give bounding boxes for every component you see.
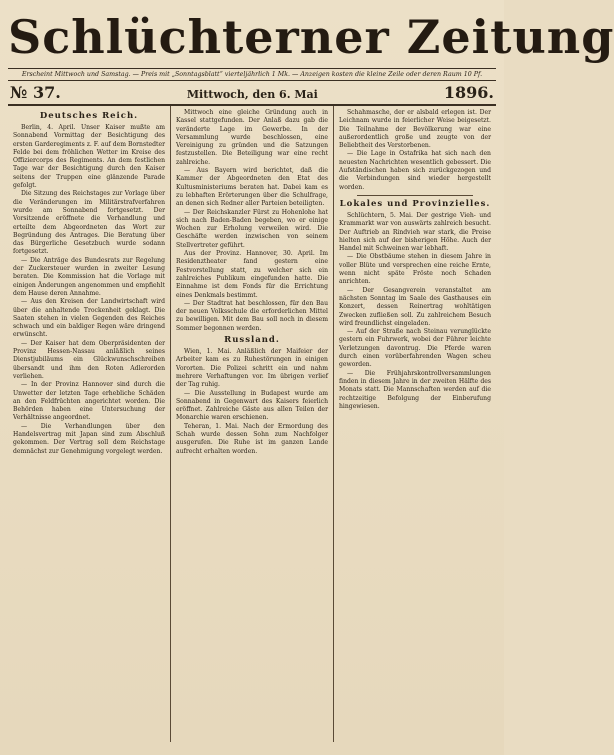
article-paragraph: — Der Kaiser hat dem Oberpräsidenten der Provinz Hessen-Nassau anläßlich seines Dienstjubiläums ein Glückwunschschreiben übersandt und ihm den Roten Adlerorden verliehen. — [13, 339, 165, 380]
article-paragraph: Schahmasche, der er alsbald erlegen ist. Der Leichnam wurde in feierlicher Weise beigesetzt. Die Teilnahme der Bevölkerung war eine außerordentlich große und zeugte von der Beliebtheit des Verstorbenen. — [339, 109, 491, 150]
section-heading-deutsches-reich: Deutsches Reich. — [39, 111, 139, 121]
column-1 — [8, 106, 170, 742]
article-paragraph: — Die Anträge des Bundesrats zur Regelung der Zuckersteuer wurden in zweiter Lesung beraten. Die Kommission hat die Vorlage mit einigen Änderungen angenommen und empfiehlt dem Hause deren Annahme. — [13, 256, 165, 297]
article-paragraph: Teheran, 1. Mai. Nach der Ermordung des Schah wurde dessen Sohn zum Nachfolger ausgerufen. Die Ruhe ist im ganzen Lande aufrecht erhalten worden. — [176, 422, 328, 455]
article-paragraph: — Aus Bayern wird berichtet, daß die Kammer der Abgeordneten den Etat des Kultusministeriums beraten hat. Dabei kam es zu lebhaften Erörterungen über die Schulfrage, an denen sich Redner aller Parteien beteiligten. — [176, 167, 328, 208]
article-paragraph: — Die Lage in Ostafrika hat sich nach den neuesten Nachrichten wesentlich gebessert. Die Aufständischen haben sich zurückgezogen und die Verbindungen sind wieder hergestellt worden. — [339, 150, 491, 191]
article-paragraph: — In der Provinz Hannover sind durch die Unwetter der letzten Tage erhebliche Schäden an den Feldfrüchten angerichtet worden. Die Behörden haben eine Untersuchung der Verhältnisse angeordnet. — [13, 381, 165, 422]
section-heading-russland: Russland. — [224, 335, 280, 346]
column-2 — [170, 106, 333, 742]
issue-date: Mittwoch, den 6. Mai — [186, 88, 318, 101]
article-paragraph: Berlin, 4. April. Unser Kaiser mußte am Sonnabend Vormittag der Besichtigung des ersten Garderegiments z. F. auf dem Bornstedter Felde bei dem fröhlichen Wetter im Kreise des Offiziercorps des Regiments. An dem festlichen Tage war der Besichtigung durch den Kaiser seitens der Truppen eine glänzende Parade gefolgt. — [13, 124, 165, 190]
article-paragraph: Mittwoch eine gleiche Gründung auch in Kassel stattgefunden. Der Anlaß dazu gab die veränderte Lage im Gewerbe. In der Versammlung wurde beschlossen, eine Vereinigung zu gründen und die Satzungen festzustellen. Die Beteiligung war eine recht zahlreiche. — [176, 109, 328, 166]
article-paragraph: Schlüchtern, 5. Mai. Der gestrige Vieh- und Krammarkt war von auswärts zahlreich besucht. Der Auftrieb an Rindvieh war stark, die Preise hielten sich auf der bisherigen Höhe. Auch der Handel mit Schweinen war lebhaft. — [339, 211, 491, 253]
article-paragraph: Die Sitzung des Reichstages zur Vorlage über die Veränderungen im Militärstrafverfahren wurde am Sonnabend fortgesetzt. Der Vorsitzende eröffnete die Verhandlung und erteilte dem Abgeordneten das Wort zur Begründung des Antrages. Die Beratung über das Bürgerliche Gesetzbuch wurde sodann fortgesetzt. — [13, 190, 165, 256]
article-paragraph: — Der Stadtrat hat beschlossen, für den Bau der neuen Volksschule die erforderlichen Mittel zu bewilligen. Mit dem Bau soll noch in diesem Sommer begonnen werden. — [176, 299, 328, 332]
article-paragraph: Aus der Provinz. Hannover, 30. April. Im Residenztheater fand gestern eine Festvorstellung statt, zu welcher sich ein zahlreiches Publikum eingefunden hatte. Die Einnahme ist dem Fonds für die Errichtung eines Denkmals bestimmt. — [176, 250, 328, 299]
article-paragraph: — Die Verhandlungen über den Handelsvertrag mit Japan sind zum Abschluß gekommen. Der Vertrag soll dem Reichstage demnächst zur Genehmigung vorgelegt werden. — [13, 422, 165, 455]
subscription-line: Erscheint Mittwoch und Samstag. — Preis mit „Sonntagsblatt“ vierteljährlich 1 Mk. — Anzeigen kosten die kleine Zeile oder deren Raum 10 Pf. — [8, 68, 496, 81]
section-heading-lokales: Lokales und Provinzielles. — [339, 198, 491, 209]
column-3 — [333, 106, 496, 742]
article-paragraph: — Die Ausstellung in Budapest wurde am Sonnabend in Gegenwart des Kaisers feierlich eröffnet. Zahlreiche Gäste aus allen Teilen der Monarchie waren erschienen. — [176, 389, 328, 422]
section-divider — [357, 195, 473, 196]
article-paragraph: — Der Reichskanzler Fürst zu Hohenlohe hat sich nach Baden-Baden begeben, wo er einige Wochen zur Erholung verweilen wird. Die Geschäfte werden inzwischen von seinem Stellvertreter geführt. — [176, 208, 328, 249]
article-paragraph: — Die Obstbäume stehen in diesem Jahre in voller Blüte und versprechen eine reiche Ernte, wenn nicht späte Fröste noch Schaden anrichten. — [339, 253, 491, 286]
article-paragraph: — Auf der Straße nach Steinau verunglückte gestern ein Fuhrwerk, wobei der Führer leichte Verletzungen davontrug. Die Pferde waren durch einen vorüberfahrenden Wagen scheu geworden. — [339, 328, 491, 369]
issue-year: 1896. — [443, 83, 494, 102]
issue-number: № 37. — [10, 83, 61, 102]
article-paragraph: — Aus den Kreisen der Landwirtschaft wird über die anhaltende Trockenheit geklagt. Die Saaten stehen in vielen Gegenden des Reiches schwach und ein baldiger Regen wäre dringend erwünscht. — [13, 298, 165, 339]
issue-dateline — [8, 81, 496, 106]
article-paragraph: — Der Gesangverein veranstaltet am nächsten Sonntag im Saale des Gasthauses ein Konzert, dessen Reinertrag wohltätigen Zwecken zufließen soll. Zu zahlreichem Besuch wird freundlichst eingeladen. — [339, 286, 491, 327]
article-paragraph: — Die Frühjahrskontrollversammlungen finden in diesem Jahre in der zweiten Hälfte des Monats statt. Die Mannschaften werden auf die rechtzeitige Befolgung der Einberufung hingewiesen. — [339, 369, 491, 410]
masthead-title: Schlüchterner Zeitung — [8, 10, 614, 64]
article-paragraph: Wien, 1. Mai. Anläßlich der Maifeier der Arbeiter kam es zu Ruhestörungen in einigen Vororten. Die Polizei schritt ein und nahm mehrere Verhaftungen vor. Im übrigen verlief der Tag ruhig. — [176, 348, 328, 389]
article-columns — [8, 106, 496, 742]
